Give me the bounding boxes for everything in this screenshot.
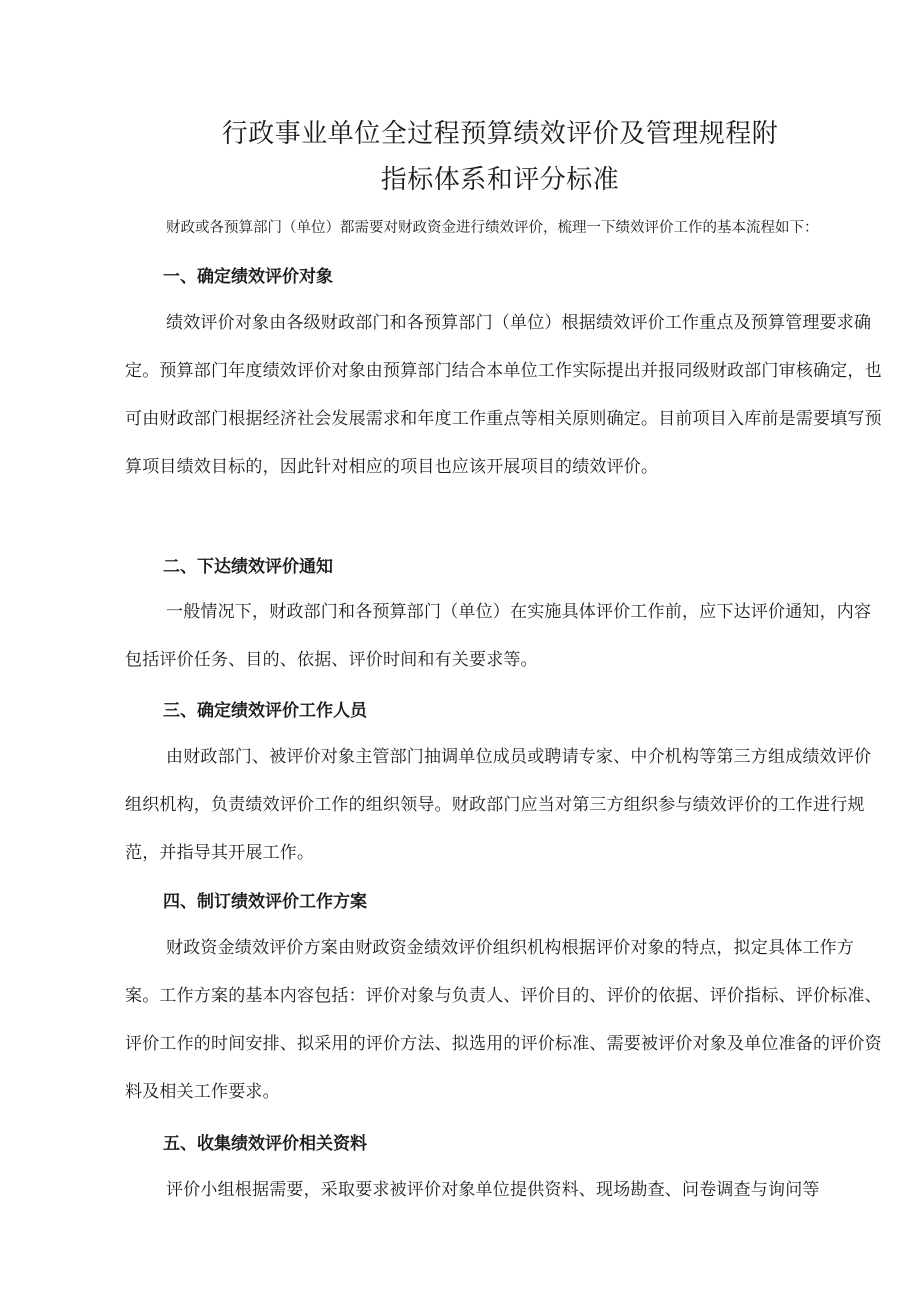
section-heading-5: 五、收集绩效评价相关资料 — [163, 1134, 367, 1154]
document-title-line-1: 行政事业单位全过程预算绩效评价及管理规程附 — [221, 119, 779, 149]
intro-paragraph: 财政或各预算部门（单位）都需要对财政资金进行绩效评价，梳理一下绩效评价工作的基本流程如下： — [166, 220, 819, 236]
section-body-5: 评价小组根据需要，采取要求被评价对象单位提供资料、现场勘查、问卷调查与询问等 — [166, 1180, 820, 1200]
document-title-line-2: 指标体系和评分标准 — [380, 165, 620, 195]
section-body-3: 由财政部门、被评价对象主管部门抽调单位成员或聘请专家、中介机构等第三方组成绩效评价组织机构，负责绩效评价工作的组织领导。财政部门应当对第三方组织参与绩效评价的工作进行规范，并指导其开展工作。 — [125, 747, 872, 863]
section-heading-4: 四、制订绩效评价工作方案 — [163, 892, 367, 912]
section-heading-2: 二、下达绩效评价通知 — [163, 557, 333, 577]
section-body-4: 财政资金绩效评价方案由财政资金绩效评价组织机构根据评价对象的特点，拟定具体工作方案。工作方案的基本内容包括：评价对象与负责人、评价目的、评价的依据、评价指标、评价标准、评价工作的时间安排、拟采用的评价方法、拟选用的评价标准、需要被评价对象及单位准备的评价资料及相关工作要求。 — [125, 938, 882, 1102]
section-heading-3: 三、确定绩效评价工作人员 — [163, 701, 367, 721]
section-heading-1: 一、确定绩效评价对象 — [163, 267, 333, 287]
section-body-2: 一般情况下，财政部门和各预算部门（单位）在实施具体评价工作前，应下达评价通知，内容包括评价任务、目的、依据、评价时间和有关要求等。 — [125, 602, 872, 670]
section-body-1: 绩效评价对象由各级财政部门和各预算部门（单位）根据绩效评价工作重点及预算管理要求确定。预算部门年度绩效评价对象由预算部门结合本单位工作实际提出并报同级财政部门审核确定，也可由财政部门根据经济社会发展需求和年度工作重点等相关原则确定。目前项目入库前是需要填写预算项目绩效目标的，因此针对相应的项目也应该开展项目的绩效评价。 — [125, 313, 882, 477]
